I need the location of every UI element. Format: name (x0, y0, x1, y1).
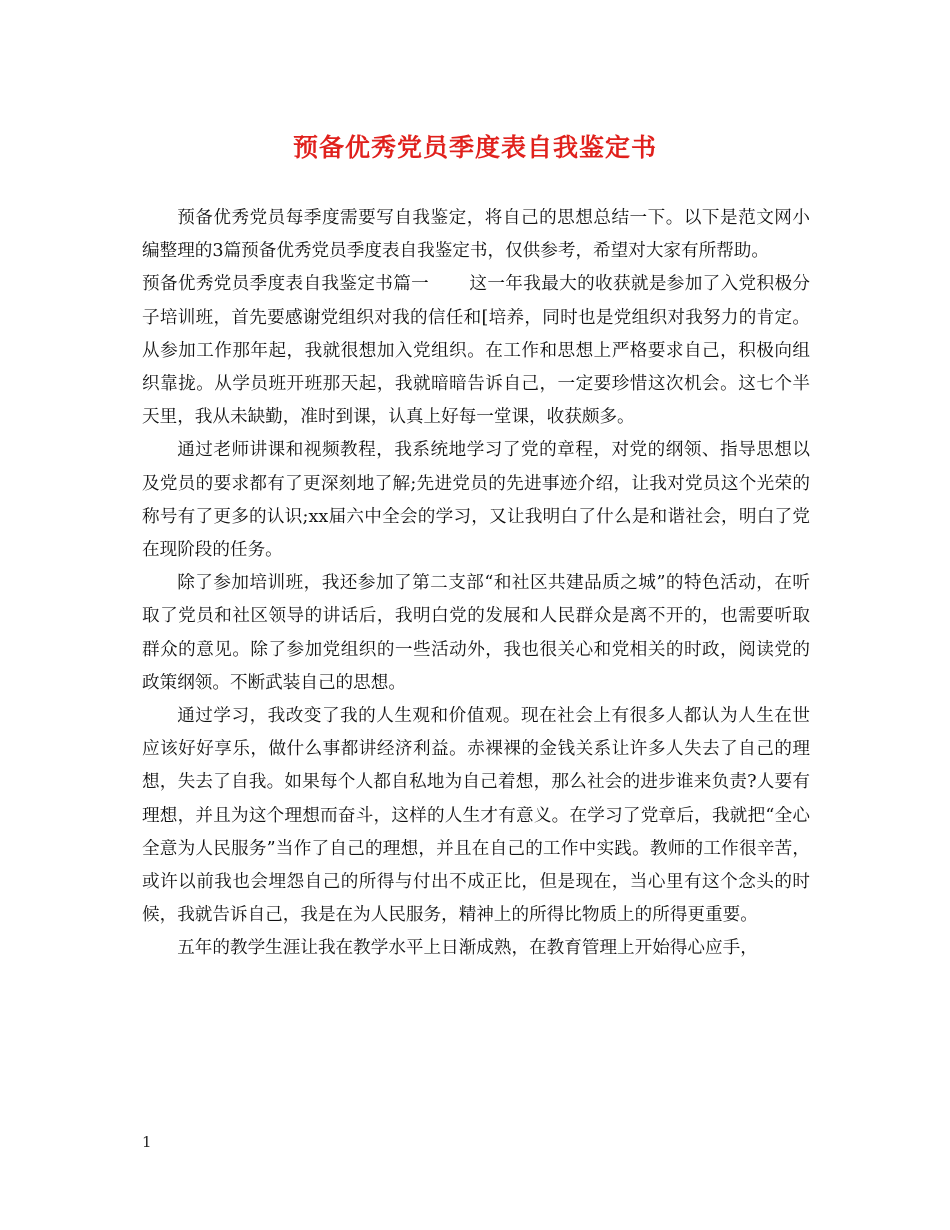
intro-paragraph: 预备优秀党员每季度需要写自我鉴定，将自己的思想总结一下。以下是范文网小编整理的3篇预备优秀党员季度表自我鉴定书，仅供参考，希望对大家有所帮助。 (142, 208, 810, 262)
section-first-text: 这一年我最大的收获就是参加了入党积极分子培训班，首先要感谢党组织对我的信任和[培养，同时也是党组织对我努力的肯定。从参加工作那年起，我就很想加入党组织。在工作和思想上严格要求自己，积极向组织靠拢。从学员班开班那天起，我就暗暗告诉自己，一定要珍惜这次机会。这七个半天里，我从未缺勤，准时到课，认真上好每一堂课，收获颇多。 (142, 274, 810, 428)
body-paragraph-4: 五年的教学生涯让我在教学水平上日渐成熟，在教育管理上开始得心应手， (177, 938, 758, 959)
section-first-paragraph (142, 268, 810, 434)
page-number: 1 (142, 1133, 152, 1151)
section-heading: 预备优秀党员季度表自我鉴定书篇一 (142, 274, 430, 295)
body-paragraph-1: 通过老师讲课和视频教程，我系统地学习了党的章程，对党的纲领、指导思想以及党员的要求都有了更深刻地了解;先进党员的先进事迹介绍，让我对党员这个光荣的称号有了更多的认识;xx届六中全会的学习，又让我明白了什么是和谐社会，明白了党在现阶段的任务。 (142, 440, 810, 561)
body-paragraph-2: 除了参加培训班，我还参加了第二支部“和社区共建品质之城”的特色活动，在听取了党员和社区领导的讲话后，我明白党的发展和人民群众是离不开的，也需要听取群众的意见。除了参加党组织的一些活动外，我也很关心和党相关的时政，阅读党的政策纲领。不断武装自己的思想。 (142, 573, 810, 693)
page-title: 预备优秀党员季度表自我鉴定书 (292, 133, 657, 162)
document-body (142, 202, 810, 966)
body-paragraph-3: 通过学习，我改变了我的人生观和价值观。现在社会上有很多人都认为人生在世应该好好享乐，做什么事都讲经济利益。赤裸裸的金钱关系让许多人失去了自己的理想，失去了自我。如果每个人都自私地为自己着想，那么社会的进步谁来负责?人要有理想，并且为这个理想而奋斗，这样的人生才有意义。在学习了党章后，我就把“全心全意为人民服务”当作了自己的理想，并且在自己的工作中实践。教师的工作很辛苦，或许以前我也会埋怨自己的所得与付出不成正比，但是现在，当心里有这个念头的时候，我就告诉自己，我是在为人民服务，精神上的所得比物质上的所得更重要。 (142, 706, 810, 926)
